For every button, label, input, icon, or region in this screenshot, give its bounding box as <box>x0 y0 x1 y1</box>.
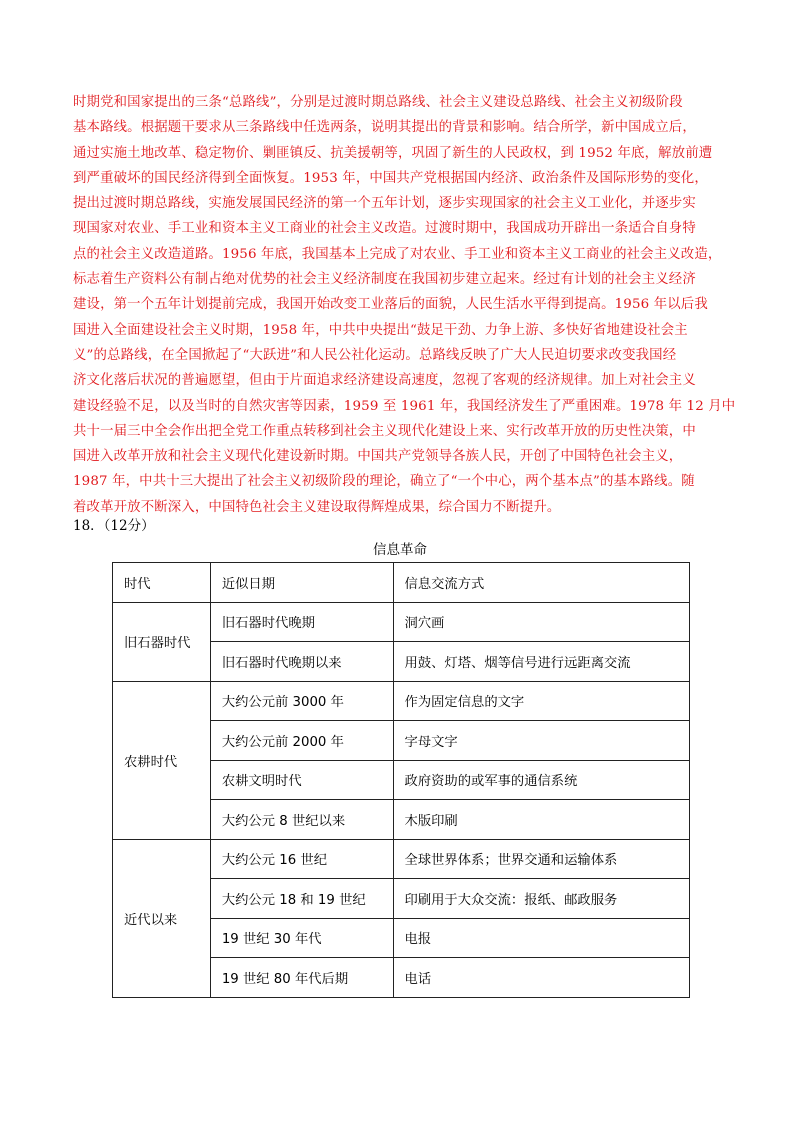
method-cell: 作为固定信息的文字 <box>393 681 689 721</box>
header-date: 近似日期 <box>210 563 393 603</box>
method-cell: 电报 <box>393 918 689 958</box>
answer-line: 国进入全面建设社会主义时期，1958 年，中共中央提出“鼓足干劲、力争上游、多快好省地建设社会主 <box>73 322 688 338</box>
answer-line: 建设，第一个五年计划提前完成，我国开始改变工业落后的面貌，人民生活水平得到提高。1956 年以后我 <box>73 297 708 313</box>
answer-line: 国进入改革开放和社会主义现代化建设新时期。中国共产党领导各族人民，开创了中国特色社会主义， <box>73 449 683 465</box>
method-cell: 用鼓、灯塔、烟等信号进行远距离交流 <box>393 642 689 682</box>
answer-explanation <box>73 90 736 520</box>
era-cell: 农耕时代 <box>113 681 211 839</box>
answer-line: 义”的总路线，在全国掀起了“大跃进”和人民公社化运动。总路线反映了广大人民迫切要求改变我国经 <box>73 347 677 363</box>
header-era: 时代 <box>113 563 211 603</box>
date-cell: 大约公元 18 和 19 世纪 <box>210 879 393 919</box>
date-cell: 大约公元 8 世纪以来 <box>210 800 393 840</box>
table-row <box>113 839 690 879</box>
date-cell: 农耕文明时代 <box>210 760 393 800</box>
table-row <box>113 602 690 642</box>
answer-line: 通过实施土地改革、稳定物价、剿匪镇反、抗美援朝等，巩固了新生的人民政权，到 1952 年底，解放前遭 <box>73 145 713 161</box>
answer-line: 到严重破坏的国民经济得到全面恢复。1953 年，中国共产党根据国内经济、政治条件及国际形势的变化， <box>73 170 708 186</box>
date-cell: 旧石器时代晚期以来 <box>210 642 393 682</box>
question-number: 18．（12分） <box>73 518 155 534</box>
answer-line: 现国家对农业、手工业和资本主义工商业的社会主义改造。过渡时期中，我国成功开辟出一条适合自身特 <box>73 221 696 237</box>
answer-line: 着改革开放不断深入，中国特色社会主义建设取得辉煌成果，综合国力不断提升。 <box>73 499 561 515</box>
answer-line: 济文化落后状况的普遍愿望，但由于片面追求经济建设高速度，忽视了客观的经济规律。加上对社会主义 <box>73 373 696 389</box>
info-revolution-table <box>112 562 690 998</box>
table-header-row <box>113 563 690 603</box>
answer-line: 点的社会主义改造道路。1956 年底，我国基本上完成了对农业、手工业和资本主义工商业的社会主义改造， <box>73 246 722 262</box>
answer-line: 标志着生产资料公有制占绝对优势的社会主义经济制度在我国初步建立起来。经过有计划的社会主义经济 <box>73 272 696 288</box>
method-cell: 印刷用于大众交流：报纸、邮政服务 <box>393 879 689 919</box>
date-cell: 大约公元 16 世纪 <box>210 839 393 879</box>
date-cell: 旧石器时代晚期 <box>210 602 393 642</box>
method-cell: 洞穴画 <box>393 602 689 642</box>
answer-line: 共十一届三中全会作出把全党工作重点转移到社会主义现代化建设上来、实行改革开放的历史性决策，中 <box>73 423 696 439</box>
table-title: 信息革命 <box>373 542 427 558</box>
method-cell: 电话 <box>393 958 689 998</box>
answer-line: 1987 年，中共十三大提出了社会主义初级阶段的理论，确立了“一个中心，两个基本点”的基本路线。随 <box>73 474 695 490</box>
date-cell: 19 世纪 30 年代 <box>210 918 393 958</box>
answer-line: 时期党和国家提出的三条“总路线”，分别是过渡时期总路线、社会主义建设总路线、社会主义初级阶段 <box>73 95 683 110</box>
answer-line: 基本路线。根据题干要求从三条路线中任选两条，说明其提出的背景和影响。结合所学，新中国成立后， <box>73 120 696 136</box>
method-cell: 全球世界体系；世界交通和运输体系 <box>393 839 689 879</box>
era-cell: 旧石器时代 <box>113 602 211 681</box>
date-cell: 19 世纪 80 年代后期 <box>210 958 393 998</box>
method-cell: 政府资助的或军事的通信系统 <box>393 760 689 800</box>
header-method: 信息交流方式 <box>393 563 689 603</box>
answer-line: 提出过渡时期总路线，实施发展国民经济的第一个五年计划，逐步实现国家的社会主义工业化，并逐步实 <box>73 196 696 212</box>
date-cell: 大约公元前 2000 年 <box>210 721 393 761</box>
table-row <box>113 681 690 721</box>
answer-line: 建设经验不足，以及当时的自然灾害等因素，1959 至 1961 年，我国经济发生了严重困难。1978 年 12 月中 <box>73 398 736 414</box>
method-cell: 木版印刷 <box>393 800 689 840</box>
method-cell: 字母文字 <box>393 721 689 761</box>
date-cell: 大约公元前 3000 年 <box>210 681 393 721</box>
era-cell: 近代以来 <box>113 839 211 997</box>
